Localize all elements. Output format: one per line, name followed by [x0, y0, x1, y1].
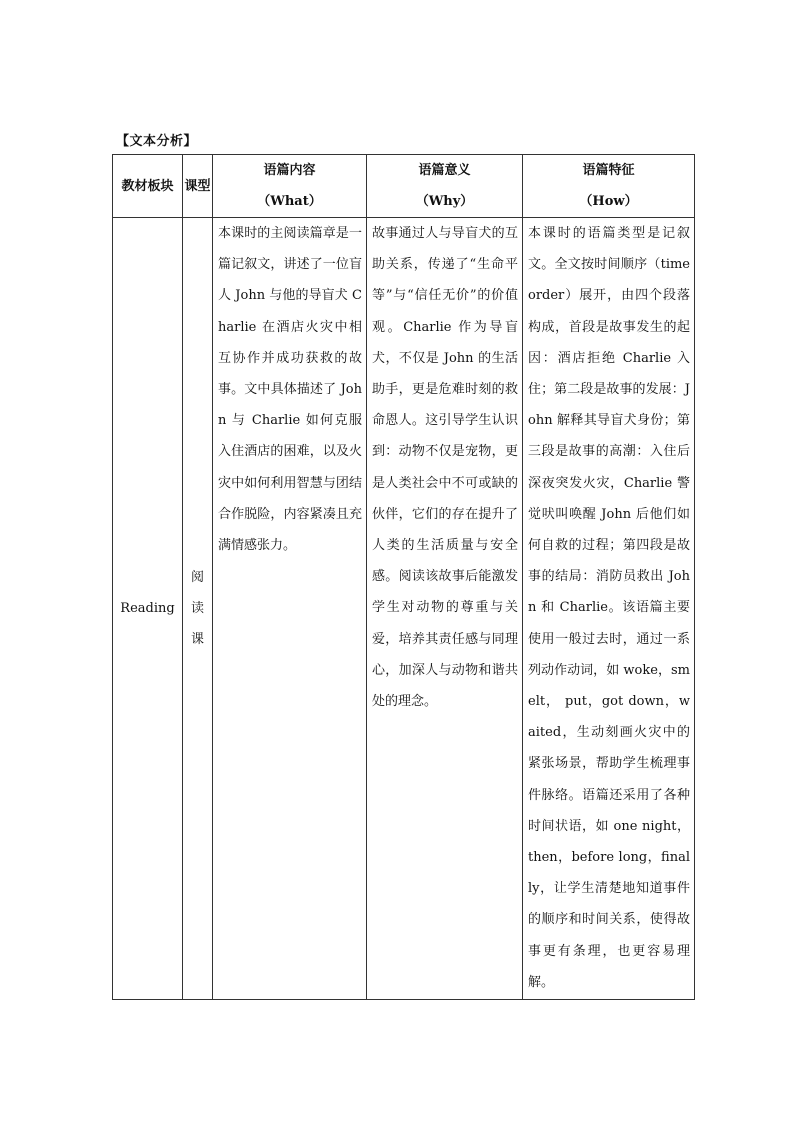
- header-module: 教材板块: [113, 155, 183, 218]
- cell-type: [183, 218, 213, 1000]
- table-row: [113, 218, 695, 1000]
- text-analysis-table: [112, 154, 695, 1000]
- cell-how: 本课时的语篇类型是记叙文。全文按时间顺序（time order）展开，由四个段落构成，首段是故事发生的起因：酒店拒绝 Charlie 入住；第二段是故事的发展：John 解释其导盲犬身份；第三段是故事的高潮：入住后深夜突发火灾，Charlie 警觉吠叫唤醒 John 后他们如何自救的过程；第四段是故事的结局：消防员救出 John 和 Charlie。该语篇主要使用一般过去时，通过一系列动作动词，如 woke，smelt， put，got down，waited，生动刻画火灾中的紧张场景，帮助学生梳理事件脉络。语篇还采用了各种时间状语，如 one night，then，before long，finally，让学生清楚地知道事件的顺序和时间关系，使得故事更有条理，也更容易理解。: [523, 218, 695, 1000]
- cell-module: Reading: [113, 218, 183, 1000]
- header-what: 语篇内容 （What）: [213, 155, 367, 218]
- section-title: 【文本分析】: [116, 134, 198, 149]
- header-why-en: （Why）: [415, 194, 474, 209]
- header-type: 课型: [183, 155, 213, 218]
- header-what-en: （What）: [257, 194, 322, 209]
- header-why: 语篇意义 （Why）: [367, 155, 523, 218]
- cell-type-text: 阅读课: [191, 570, 205, 647]
- header-how-en: （How）: [579, 194, 638, 209]
- header-how: 语篇特征 （How）: [523, 155, 695, 218]
- cell-why: 故事通过人与导盲犬的互助关系，传递了“生命平等”与“信任无价”的价值观。Charlie 作为导盲犬，不仅是 John 的生活助手，更是危难时刻的救命恩人。这引导学生认识到：动物不仅是宠物，更是人类社会中不可或缺的伙伴，它们的存在提升了人类的生活质量与安全感。阅读该故事后能激发学生对动物的尊重与关爱，培养其责任感与同理心，加深人与动物和谐共处的理念。: [367, 218, 523, 1000]
- cell-what: 本课时的主阅读篇章是一篇记叙文，讲述了一位盲人 John 与他的导盲犬 Charlie 在酒店火灾中相互协作并成功获救的故事。文中具体描述了 John 与 Charlie 如何克服入住酒店的困难，以及火灾中如何利用智慧与团结合作脱险，内容紧凑且充满情感张力。: [213, 218, 367, 1000]
- header-row: [113, 155, 695, 218]
